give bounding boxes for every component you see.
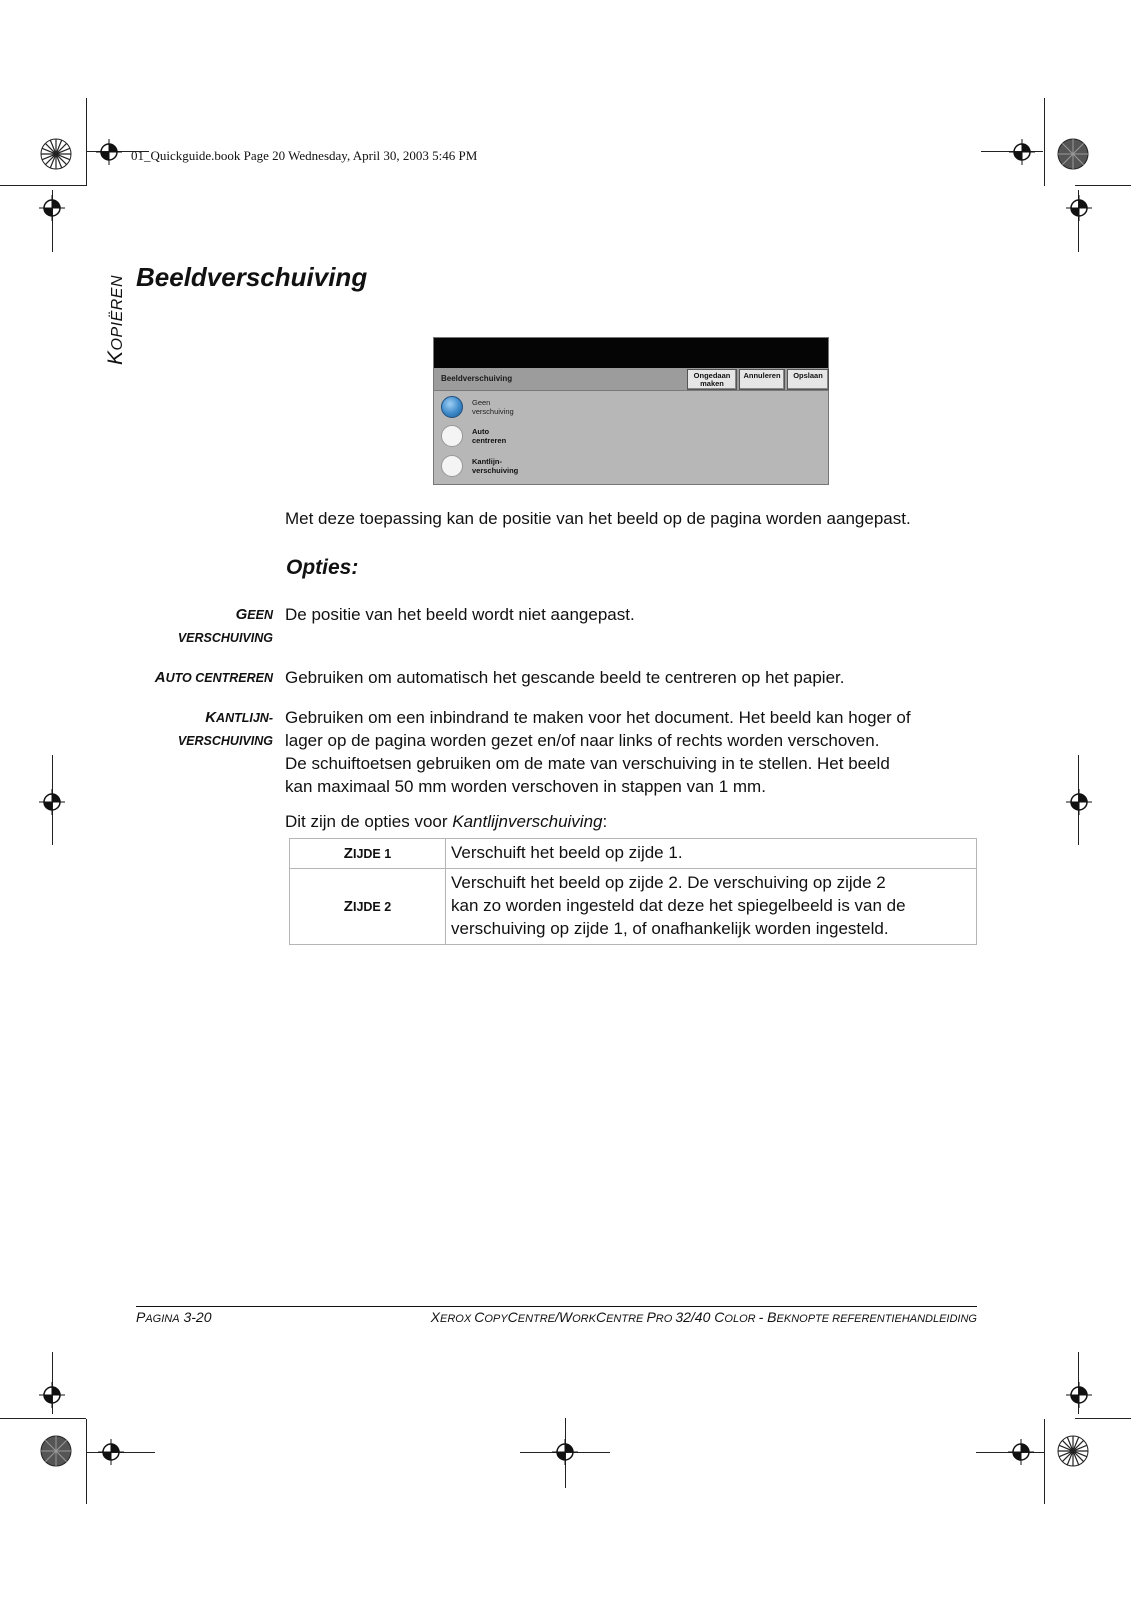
crop-mark <box>86 98 87 186</box>
crop-mark <box>1044 98 1045 186</box>
label-initial: Z <box>343 897 353 915</box>
table-row-label <box>290 869 446 945</box>
screen-title: Beeldverschuiving <box>441 374 513 383</box>
option-no-shift-line-1: Geen <box>472 398 491 407</box>
footer-title-segment: RO <box>655 1313 676 1325</box>
footer-title-segment: C <box>507 1309 518 1325</box>
option-margin-shift-line-1: Kantlijn- <box>472 457 502 466</box>
footer-title-segment: C <box>595 1309 607 1325</box>
footer-page-num: 3-20 <box>179 1309 212 1325</box>
footer-manual-title <box>431 1309 977 1325</box>
crop-mark <box>0 1418 86 1419</box>
registration-mark-icon <box>96 139 122 165</box>
option-auto-center-line-1: Auto <box>472 427 490 436</box>
footer-title-segment: OLOR <box>724 1313 759 1325</box>
footer-page-number <box>136 1309 212 1325</box>
intro-paragraph: Met deze toepassing kan de positie van het beeld op de pagina worden aangepast. <box>285 509 911 528</box>
table-desc-line: kan zo worden ingesteld dat deze het spiegelbeeld is van de <box>451 896 906 915</box>
desc-margin-shift-line: kan maximaal 50 mm worden verschoven in stappen van 1 mm. <box>285 777 766 796</box>
term-no-shift-line-2: VERSCHUIVING <box>177 631 273 645</box>
device-screen <box>433 337 829 485</box>
lead-end: : <box>602 812 608 831</box>
registration-mark-icon <box>1008 1439 1034 1465</box>
option-auto-center-line-2: centreren <box>472 436 507 445</box>
registration-mark-icon <box>39 789 65 815</box>
option-margin-shift-line-2: verschuiving <box>472 466 519 475</box>
option-auto-center-label <box>472 427 506 445</box>
option-margin-shift-label <box>472 457 518 475</box>
footer-title-segment: C <box>474 1309 485 1325</box>
footer-title-segment: ORK <box>572 1313 596 1325</box>
footer-title-segment: - B <box>758 1309 777 1325</box>
starburst-mark-icon <box>40 1435 72 1467</box>
term-margin-shift-initial: K <box>205 709 217 726</box>
registration-mark-icon <box>39 195 65 221</box>
term-auto-center-initial: A <box>154 669 166 686</box>
option-auto-center-radio[interactable] <box>441 425 463 447</box>
term-no-shift-rest: EEN <box>247 608 273 622</box>
registration-mark-icon <box>39 1382 65 1408</box>
registration-mark-icon <box>1066 1382 1092 1408</box>
footer-title-segment: EROX <box>440 1313 475 1325</box>
margin-shift-options-lead <box>285 810 985 833</box>
table-desc-line: Verschuift het beeld op zijde 1. <box>451 843 683 862</box>
book-info-line: 01_Quickguide.book Page 20 Wednesday, April 30, 2003 5:46 PM <box>131 148 478 163</box>
footer-page-rest: AGINA <box>145 1313 180 1325</box>
cancel-button[interactable]: Annuleren <box>739 369 785 390</box>
option-margin-shift-radio[interactable] <box>441 455 463 477</box>
lead-text: Dit zijn de opties voor <box>285 812 453 831</box>
desc-auto-center: Gebruiken om automatisch het gescande beeld te centreren op het papier. <box>285 668 845 687</box>
option-no-shift-line-2: verschuiving <box>472 407 514 416</box>
lead-emphasis: Kantlijnverschuiving <box>452 812 603 831</box>
starburst-mark-icon <box>1057 138 1089 170</box>
crop-mark <box>86 1419 87 1504</box>
page-title: Beeldverschuiving <box>136 262 368 292</box>
crop-mark <box>1044 1419 1045 1504</box>
term-auto-center-rest: UTO CENTREREN <box>165 671 273 685</box>
footer-rule <box>136 1306 977 1307</box>
footer-title-segment: ENTRE <box>517 1313 556 1325</box>
desc-margin-shift-line: De schuiftoetsen gebruiken om de mate van verschuiving in te stellen. Het beeld <box>285 754 890 773</box>
chapter-tab-rest: OPIËREN <box>109 274 126 351</box>
option-no-shift-label <box>472 398 514 416</box>
term-margin-shift <box>178 706 273 753</box>
table-desc-line: verschuiving op zijde 1, of onafhankelijk worden ingesteld. <box>451 919 889 938</box>
term-no-shift-initial: G <box>235 606 248 623</box>
crop-mark <box>0 185 86 186</box>
footer-title-segment: X <box>430 1309 441 1325</box>
registration-mark-icon <box>1066 195 1092 221</box>
registration-mark-icon <box>552 1439 578 1465</box>
label-rest: IJDE 2 <box>352 899 392 914</box>
footer-page-initial: P <box>136 1309 146 1325</box>
undo-button-label-1: Ongedaan <box>693 371 731 380</box>
registration-mark-icon <box>1009 139 1035 165</box>
term-margin-shift-line-2: VERSCHUIVING <box>177 734 273 748</box>
label-initial: Z <box>343 844 353 862</box>
save-button[interactable]: Opslaan <box>787 369 829 390</box>
term-margin-shift-rest: ANTLIJN- <box>216 711 273 725</box>
desc-no-shift: De positie van het beeld wordt niet aangepast. <box>285 605 635 624</box>
registration-mark-icon <box>98 1439 124 1465</box>
footer-title-segment: OPY <box>484 1313 508 1325</box>
footer-title-segment: 32/40 C <box>675 1309 725 1325</box>
crop-mark <box>1075 1418 1131 1419</box>
footer-title-segment: ENTRE <box>606 1313 647 1325</box>
table-row-label <box>290 839 446 869</box>
table-row <box>290 839 977 869</box>
desc-margin-shift <box>285 706 985 798</box>
table-row-description <box>446 839 977 869</box>
term-no-shift <box>178 603 273 650</box>
options-heading: Opties: <box>286 556 359 579</box>
chapter-tab <box>104 275 128 365</box>
term-auto-center <box>155 666 273 690</box>
footer-title-segment: EKNOPTE REFERENTIEHANDLEIDING <box>776 1313 977 1325</box>
side-options-table <box>289 838 977 945</box>
crop-mark <box>1075 185 1131 186</box>
undo-button-label-2: maken <box>700 379 724 388</box>
starburst-mark-icon <box>1057 1435 1089 1467</box>
desc-margin-shift-line: Gebruiken om een inbindrand te maken voor het document. Het beeld kan hoger of <box>285 708 911 727</box>
option-no-shift-radio[interactable] <box>441 396 463 418</box>
desc-margin-shift-line: lager op de pagina worden gezet en/of naar links of rechts worden verschoven. <box>285 731 880 750</box>
chapter-tab-initial: K <box>104 350 127 365</box>
table-desc-line: Verschuift het beeld op zijde 2. De verschuiving op zijde 2 <box>451 873 886 892</box>
table-row-description <box>446 869 977 945</box>
starburst-mark-icon <box>40 138 72 170</box>
undo-button[interactable] <box>687 369 737 390</box>
footer-title-segment: P <box>646 1309 656 1325</box>
table-row <box>290 869 977 945</box>
footer-title-segment: /W <box>555 1309 573 1325</box>
screen-top-bar <box>434 338 828 368</box>
label-rest: IJDE 1 <box>352 846 392 861</box>
registration-mark-icon <box>1066 789 1092 815</box>
